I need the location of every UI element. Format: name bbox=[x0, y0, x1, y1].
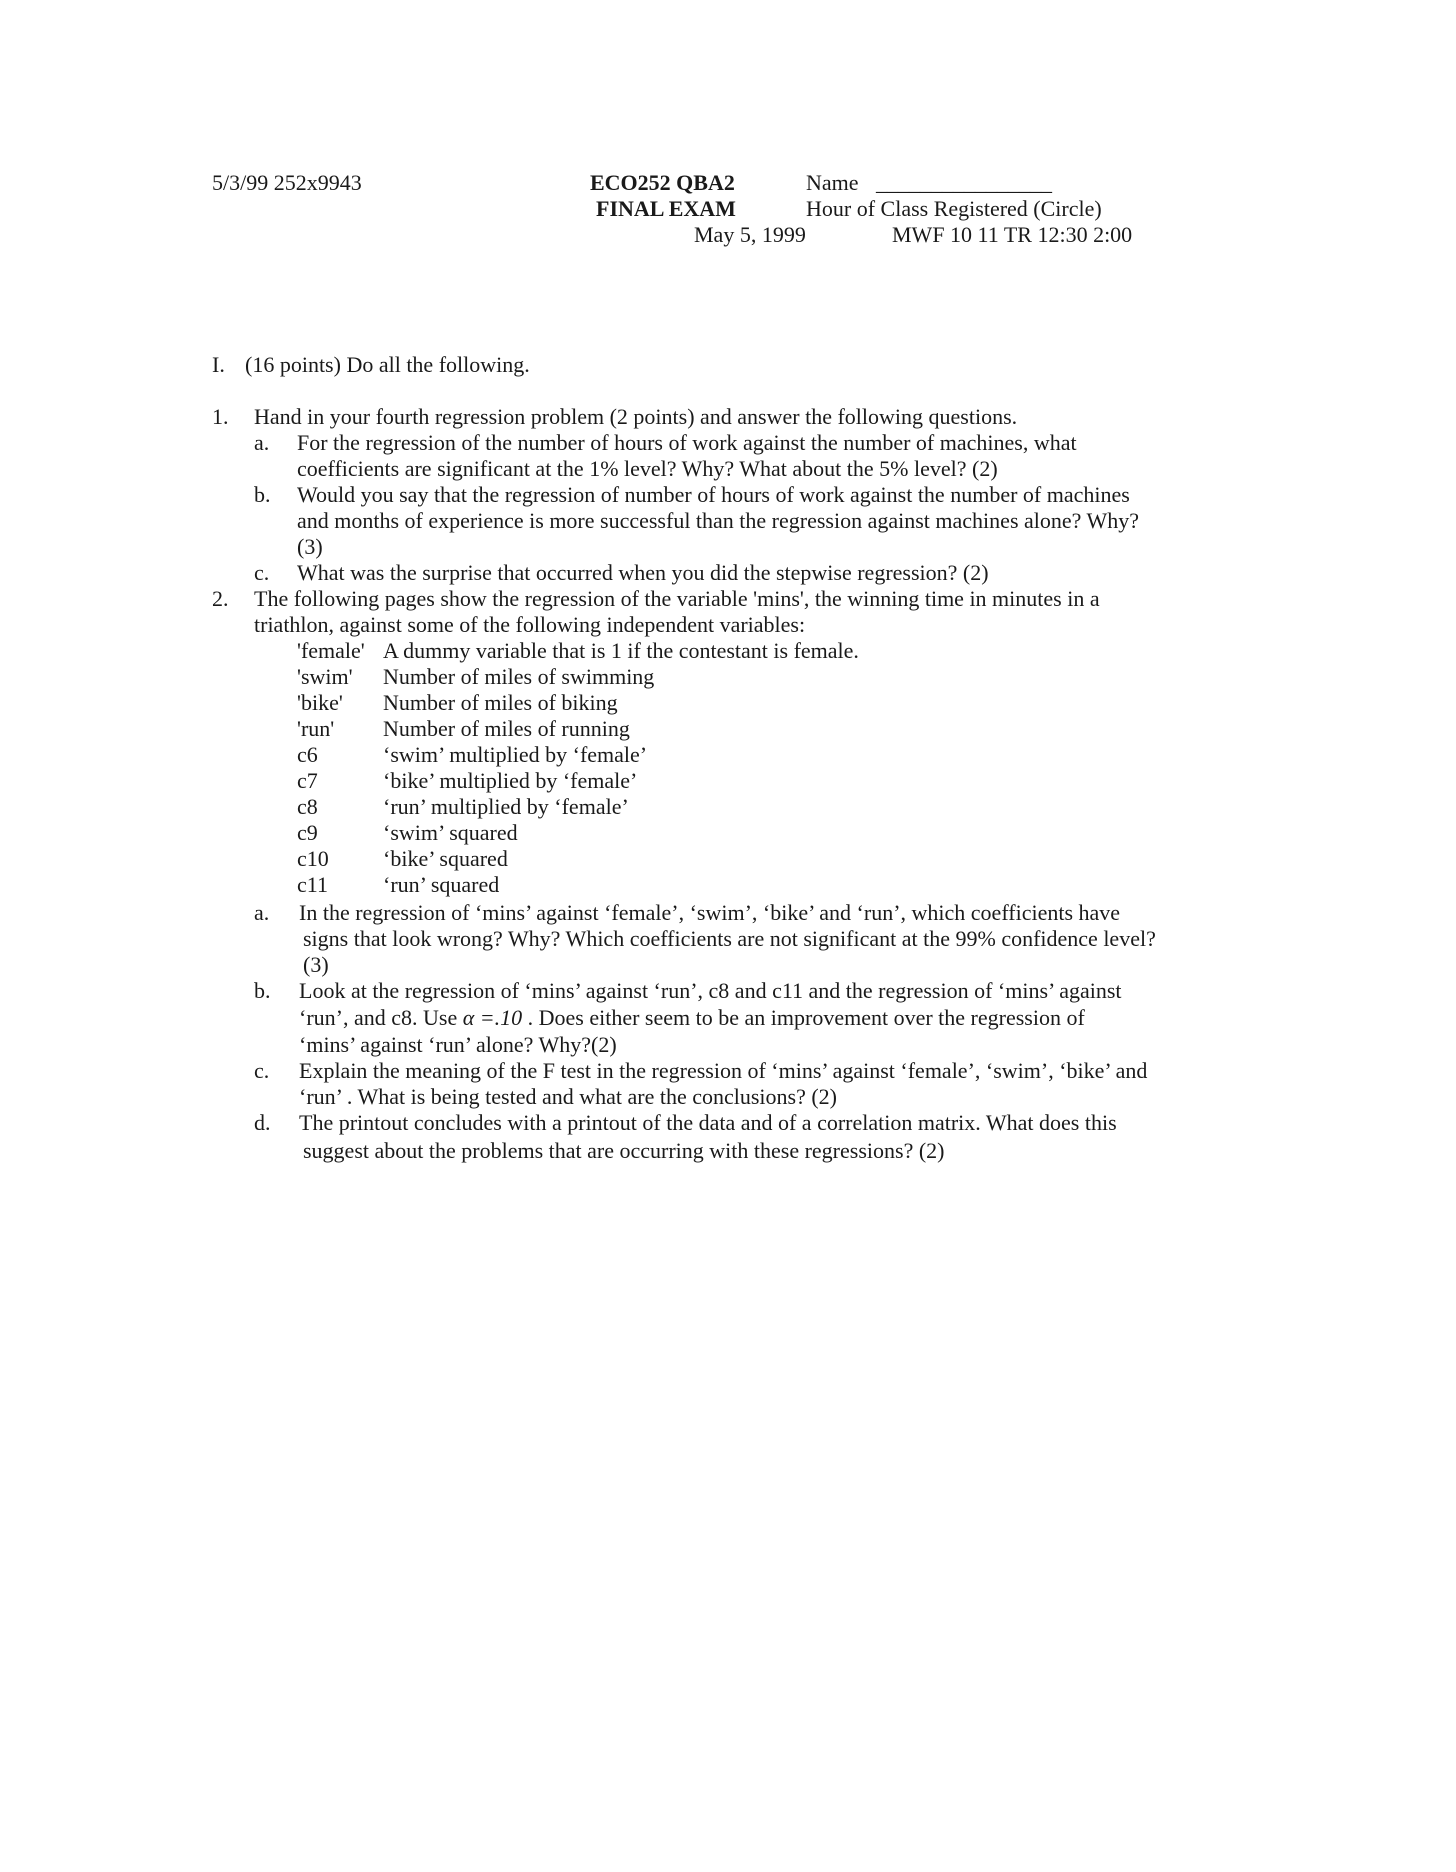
q2b-line1: Look at the regression of ‘mins’ against ‘run’, c8 and c11 and the regression of ‘mins’ against bbox=[299, 978, 1122, 1003]
hour-label: Hour of Class Registered (Circle) bbox=[806, 196, 1102, 221]
var-desc: Number of miles of running bbox=[383, 716, 630, 741]
section-numeral: I. bbox=[212, 352, 225, 377]
var-name: c11 bbox=[297, 872, 328, 897]
course-title: ECO252 QBA2 bbox=[590, 170, 735, 195]
q2b-line2-pre: ‘run’, and c8. Use bbox=[299, 1005, 463, 1030]
q2-number: 2. bbox=[212, 586, 229, 611]
q2-line2: triathlon, against some of the following independent variables: bbox=[254, 612, 806, 637]
q2a-line1: In the regression of ‘mins’ against ‘female’, ‘swim’, ‘bike’ and ‘run’, which coefficients have bbox=[299, 900, 1121, 925]
exam-date: May 5, 1999 bbox=[694, 222, 806, 247]
var-name: 'swim' bbox=[297, 664, 353, 689]
q2c-line1: Explain the meaning of the F test in the regression of ‘mins’ against ‘female’, ‘swim’, ‘bike’ and bbox=[299, 1058, 1148, 1083]
var-name: 'bike' bbox=[297, 690, 343, 715]
q1b-line2: and months of experience is more successful than the regression against machines alone? Why? bbox=[297, 508, 1140, 533]
q1b-line1: Would you say that the regression of number of hours of work against the number of machines bbox=[297, 482, 1130, 507]
q1a-line1: For the regression of the number of hours of work against the number of machines, what bbox=[297, 430, 1077, 455]
q1a-label: a. bbox=[254, 430, 270, 455]
q1a-line2: coefficients are significant at the 1% level? Why? What about the 5% level? (2) bbox=[297, 456, 998, 481]
section-instruction: (16 points) Do all the following. bbox=[245, 352, 530, 377]
var-desc: ‘swim’ squared bbox=[383, 820, 518, 845]
q2d-line2: suggest about the problems that are occurring with these regressions? (2) bbox=[303, 1138, 945, 1163]
q2b-line2-post: . Does either seem to be an improvement over the regression of bbox=[522, 1005, 1085, 1030]
q1c-line1: What was the surprise that occurred when you did the stepwise regression? (2) bbox=[297, 560, 989, 585]
var-desc: Number of miles of biking bbox=[383, 690, 618, 715]
q2b-line2 bbox=[299, 1005, 1085, 1031]
q2a-label: a. bbox=[254, 900, 270, 925]
var-name: 'female' bbox=[297, 638, 365, 663]
q2b-label: b. bbox=[254, 978, 271, 1003]
var-desc: ‘run’ squared bbox=[383, 872, 500, 897]
q1c-label: c. bbox=[254, 560, 270, 585]
var-desc: ‘run’ multiplied by ‘female’ bbox=[383, 794, 629, 819]
q1b-label: b. bbox=[254, 482, 271, 507]
var-name: c10 bbox=[297, 846, 329, 871]
exam-title: FINAL EXAM bbox=[596, 196, 736, 221]
q2c-label: c. bbox=[254, 1058, 270, 1083]
var-desc: Number of miles of swimming bbox=[383, 664, 655, 689]
var-desc: A dummy variable that is 1 if the contestant is female. bbox=[383, 638, 859, 663]
q2a-line3: (3) bbox=[303, 952, 329, 977]
var-desc: ‘swim’ multiplied by ‘female’ bbox=[383, 742, 648, 767]
var-desc: ‘bike’ squared bbox=[383, 846, 508, 871]
q1b-line3: (3) bbox=[297, 534, 323, 559]
q1-number: 1. bbox=[212, 404, 229, 429]
date-code: 5/3/99 252x9943 bbox=[212, 170, 362, 195]
alpha-equation: α =.10 bbox=[462, 1005, 523, 1030]
var-name: c6 bbox=[297, 742, 318, 767]
var-name: c8 bbox=[297, 794, 318, 819]
q2b-line3: ‘mins’ against ‘run’ alone? Why?(2) bbox=[299, 1032, 617, 1057]
var-name: 'run' bbox=[297, 716, 335, 741]
q2c-line2: ‘run’ . What is being tested and what are the conclusions? (2) bbox=[299, 1084, 838, 1109]
q2a-line2: signs that look wrong? Why? Which coefficients are not significant at the 99% confidence level? bbox=[303, 926, 1156, 951]
q2d-label: d. bbox=[254, 1110, 271, 1135]
q2d-line1: The printout concludes with a printout of the data and of a correlation matrix. What does this bbox=[299, 1110, 1117, 1135]
name-label: Name bbox=[806, 170, 859, 195]
var-name: c9 bbox=[297, 820, 318, 845]
var-desc: ‘bike’ multiplied by ‘female’ bbox=[383, 768, 638, 793]
q1-text: Hand in your fourth regression problem (2 points) and answer the following questions. bbox=[254, 404, 1018, 429]
var-name: c7 bbox=[297, 768, 318, 793]
q2-line1: The following pages show the regression of the variable 'mins', the winning time in minutes in a bbox=[254, 586, 1100, 611]
name-blank: ________________ bbox=[876, 170, 1052, 195]
class-hours: MWF 10 11 TR 12:30 2:00 bbox=[892, 222, 1133, 247]
